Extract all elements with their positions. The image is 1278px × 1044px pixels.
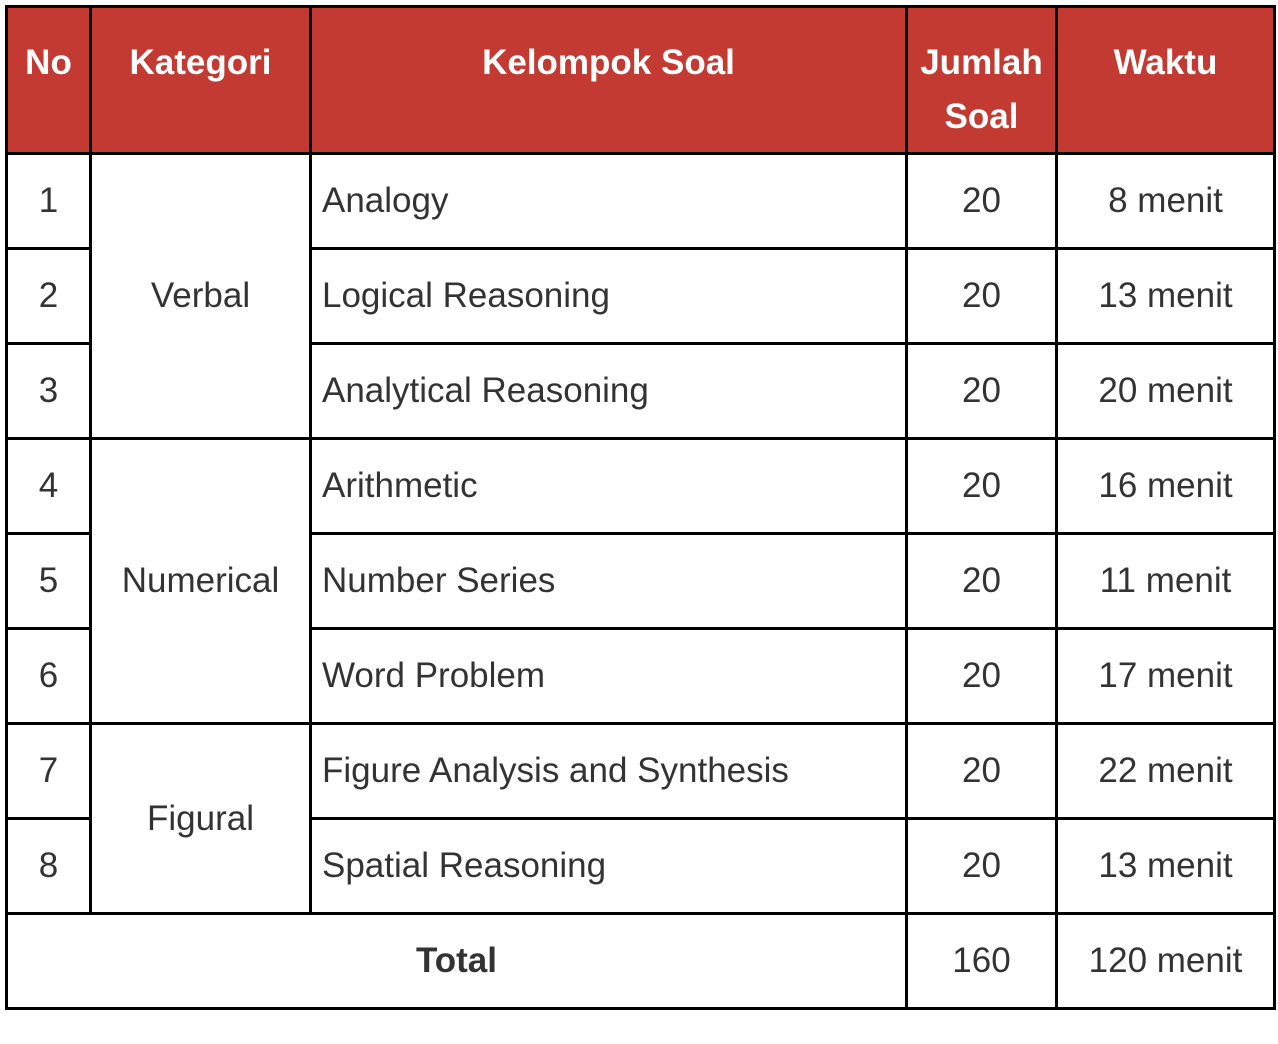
header-jumlah-line1: Jumlah [920,43,1043,82]
cell-no: 4 [7,439,91,534]
cell-kelompok: Arithmetic [311,439,907,534]
header-kategori: Kategori [91,7,311,154]
cell-kelompok: Spatial Reasoning [311,819,907,914]
cell-kategori-verbal: Verbal [91,154,311,439]
cell-kelompok: Figure Analysis and Synthesis [311,724,907,819]
cell-jumlah: 20 [907,154,1057,249]
cell-no: 7 [7,724,91,819]
cell-kategori-numerical: Numerical [91,439,311,724]
cell-waktu: 22 menit [1057,724,1275,819]
cell-jumlah: 20 [907,819,1057,914]
cell-kategori-figural: Figural [91,724,311,914]
cell-waktu: 16 menit [1057,439,1275,534]
table-row [7,439,1275,534]
table-row [7,154,1275,249]
table-row [7,724,1275,819]
header-jumlah-soal [907,7,1057,154]
cell-waktu: 20 menit [1057,344,1275,439]
cell-jumlah: 20 [907,629,1057,724]
header-jumlah-line2: Soal [944,97,1019,136]
cell-waktu: 11 menit [1057,534,1275,629]
table-header [7,7,1275,154]
header-no: No [7,7,91,154]
total-label: Total [7,914,907,1009]
total-jumlah: 160 [907,914,1057,1009]
cell-kelompok: Logical Reasoning [311,249,907,344]
cell-jumlah: 20 [907,344,1057,439]
header-kelompok-soal: Kelompok Soal [311,7,907,154]
total-waktu: 120 menit [1057,914,1275,1009]
cell-kelompok: Analogy [311,154,907,249]
cell-no: 8 [7,819,91,914]
header-waktu: Waktu [1057,7,1275,154]
header-row [7,7,1275,154]
cell-kelompok: Word Problem [311,629,907,724]
cell-jumlah: 20 [907,724,1057,819]
cell-kelompok: Analytical Reasoning [311,344,907,439]
cell-no: 6 [7,629,91,724]
total-row [7,914,1275,1009]
table-body [7,154,1275,1009]
cell-waktu: 17 menit [1057,629,1275,724]
cell-jumlah: 20 [907,249,1057,344]
cell-no: 3 [7,344,91,439]
cell-waktu: 13 menit [1057,819,1275,914]
cell-kelompok: Number Series [311,534,907,629]
cell-jumlah: 20 [907,534,1057,629]
cell-jumlah: 20 [907,439,1057,534]
test-structure-table [5,5,1276,1010]
cell-waktu: 8 menit [1057,154,1275,249]
cell-no: 5 [7,534,91,629]
cell-no: 1 [7,154,91,249]
cell-waktu: 13 menit [1057,249,1275,344]
cell-no: 2 [7,249,91,344]
